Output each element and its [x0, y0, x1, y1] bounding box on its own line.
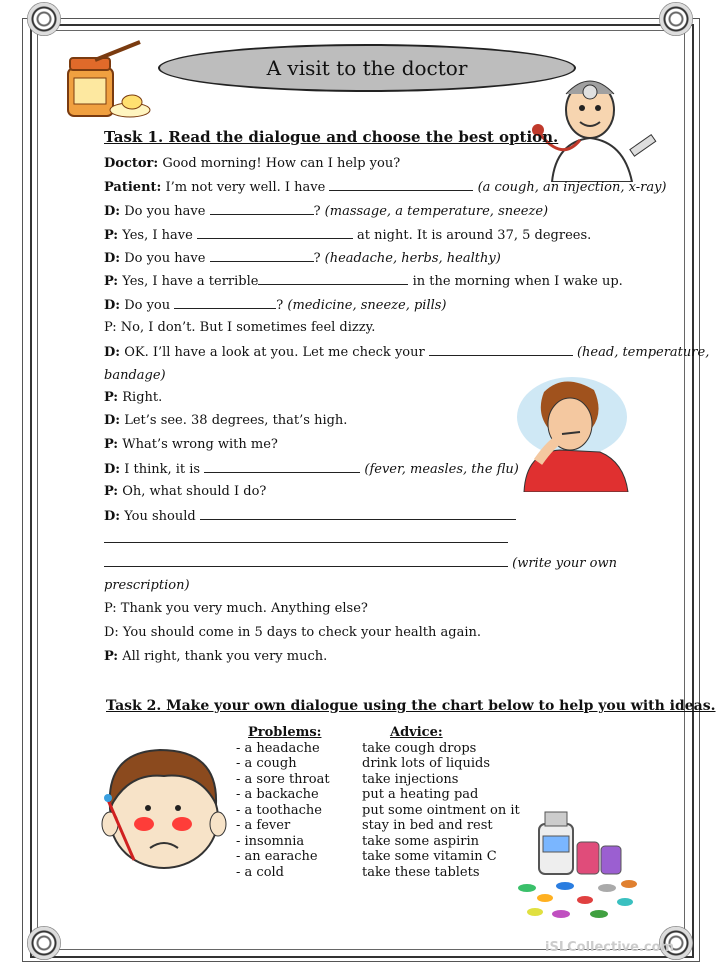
dialogue-line: D: Do you ? (medicine, sneeze, pills) [104, 298, 447, 313]
medicine-jar-icon [60, 40, 155, 120]
task2-heading: Task 2. Make your own dialogue using the chart below to help you with ideas. [106, 698, 716, 714]
page-title: A visit to the doctor [158, 44, 576, 92]
answer-blank[interactable] [210, 249, 314, 262]
answer-blank[interactable] [104, 530, 508, 543]
answer-blank[interactable] [204, 460, 360, 473]
list-item: - a toothache [236, 802, 322, 818]
dialogue-line: P: No, I don’t. But I sometimes feel dizzy. [104, 320, 376, 335]
dialogue-line: P: Thank you very much. Anything else? [104, 601, 368, 616]
list-item: - a backache [236, 787, 319, 802]
doctor-icon [522, 72, 662, 182]
dialogue-line: prescription) [104, 578, 190, 593]
dialogue-line: Patient: I’m not very well. I have (a cough, an injection, x-ray) [104, 180, 667, 195]
dialogue-line: D: You should come in 5 days to check your health again. [104, 625, 482, 640]
list-item: drink lots of liquids [362, 756, 491, 771]
dialogue-line: P: Yes, I have at night. It is around 37, 5 degrees. [104, 228, 592, 243]
dialogue-line: P: All right, thank you very much. [104, 649, 328, 664]
dialogue-line: P: Yes, I have a terrible in the morning when I wake up. [104, 274, 623, 289]
list-item: - insomnia [236, 833, 305, 849]
list-item: - a cough [236, 756, 297, 771]
list-item: take some aspirin [362, 833, 479, 849]
corner-ornament-icon [659, 2, 693, 36]
list-item: - a cold [236, 864, 284, 880]
list-item: take injections [362, 771, 459, 787]
dialogue-line: D: Do you have ? (headache, herbs, healthy) [104, 251, 501, 266]
advice-header: Advice: [390, 725, 443, 740]
sick-boy-icon [504, 372, 634, 492]
list-item: take these tablets [362, 864, 480, 880]
list-item: put a heating pad [362, 787, 479, 802]
problems-column [236, 725, 330, 880]
dialogue-line [104, 530, 508, 548]
list-item: - a sore throat [236, 771, 330, 787]
dialogue-line: P: Right. [104, 390, 163, 405]
answer-blank[interactable] [174, 296, 276, 309]
answer-blank[interactable] [104, 554, 508, 567]
answer-blank[interactable] [210, 202, 314, 215]
answer-blank[interactable] [258, 272, 408, 285]
corner-ornament-icon [27, 926, 61, 960]
answer-blank[interactable] [197, 226, 353, 239]
pills-icon [515, 808, 645, 926]
answer-blank[interactable] [200, 507, 516, 520]
dialogue-line: Doctor: Good morning! How can I help you? [104, 156, 401, 171]
dialogue-line: D: I think, it is (fever, measles, the flu) [104, 462, 519, 477]
dialogue-line: P: What’s wrong with me? [104, 437, 278, 452]
dialogue-line: D: Do you have ? (massage, a temperature, sneeze) [104, 204, 549, 219]
list-item: take some vitamin C [362, 849, 497, 864]
sick-face-icon [100, 742, 230, 877]
watermark: iSLCollective.com [545, 940, 675, 955]
list-item: stay in bed and rest [362, 818, 493, 833]
dialogue-line: bandage) [104, 368, 166, 383]
list-item: - an earache [236, 849, 318, 864]
advice-column [362, 725, 520, 880]
corner-ornament-icon [27, 2, 61, 36]
list-item: take cough drops [362, 740, 477, 756]
dialogue-line: D: You should [104, 507, 516, 525]
list-item: - a headache [236, 740, 320, 756]
task1-heading: Task 1. Read the dialogue and choose the best option. [104, 128, 559, 146]
answer-blank[interactable] [429, 343, 573, 356]
list-item: put some ointment on it [362, 802, 520, 818]
list-item: - a fever [236, 818, 291, 833]
problems-header: Problems: [248, 725, 322, 740]
dialogue-line: D: Let’s see. 38 degrees, that’s high. [104, 413, 348, 428]
dialogue-line: P: Oh, what should I do? [104, 484, 267, 499]
dialogue-line: (write your own [104, 554, 617, 572]
dialogue-line: D: OK. I’ll have a look at you. Let me check your (head, temperature, [104, 345, 710, 360]
answer-blank[interactable] [329, 178, 473, 191]
